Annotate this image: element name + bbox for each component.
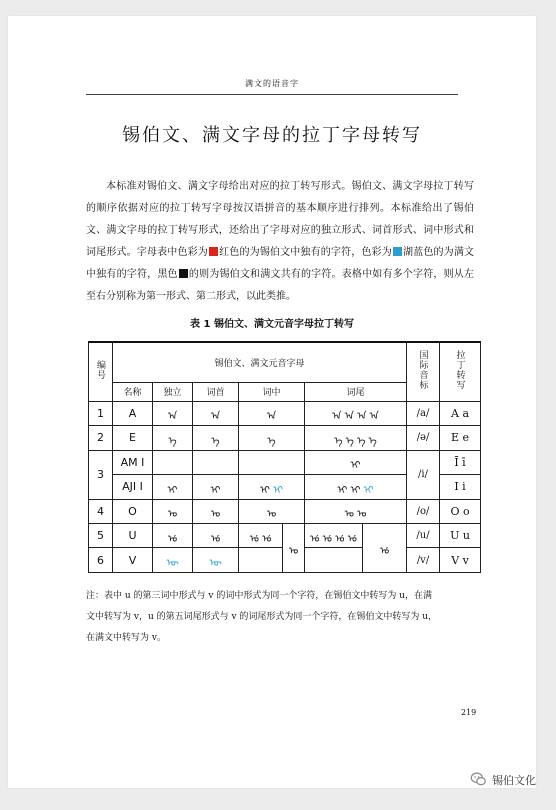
medial-form — [239, 475, 305, 499]
intro-text-4: 的则为锡伯文和满文共有的字符。表格中如有多个字符，则从左至右分别称为第一形式、第二形式，以此类推。 — [86, 269, 475, 302]
wechat-icon — [470, 771, 487, 788]
vowel-name: U — [113, 523, 153, 547]
ipa-value: /i/ — [407, 450, 440, 499]
isolated-form: ᡝ — [153, 426, 193, 450]
latin-value: Ī ī — [440, 450, 481, 474]
intro-text-2: 红色的为锡伯文中独有的字符，色彩为 — [218, 247, 392, 258]
ipa-value: /a/ — [407, 401, 440, 425]
page-title: 锡伯文、满文字母的拉丁字母转写 — [122, 125, 422, 146]
final-forms: ᡳ — [305, 450, 407, 474]
final-forms — [305, 548, 363, 573]
header-medial: 词中 — [239, 383, 305, 401]
initial-form: ᡠ — [193, 523, 239, 547]
table-note — [86, 586, 474, 649]
vowel-name: AJI I — [113, 475, 153, 499]
header-isolated: 独立 — [153, 383, 193, 401]
header-ipa: 国际音标 — [407, 342, 440, 401]
latin-value: V v — [440, 548, 481, 573]
table-row — [89, 499, 481, 523]
isolated-form: ᠣ — [153, 499, 193, 523]
medial-form-manchu: ᡳ — [273, 484, 284, 496]
latin-value: U u — [440, 523, 481, 547]
isolated-form: ᡡ — [153, 548, 193, 573]
initial-form: ᠠ — [193, 401, 239, 425]
header-number: 编号 — [89, 342, 113, 401]
row-number: 5 — [89, 523, 113, 547]
table-caption: 表 1 锡伯文、满文元音字母拉丁转写 — [190, 319, 354, 330]
table-row — [89, 523, 481, 547]
note-line-3: 在满文中转写为 v。 — [86, 633, 166, 643]
table-row — [89, 401, 481, 425]
final-forms: ᡝ ᡝ ᡝ ᡝ — [305, 426, 407, 450]
ipa-value: /v/ — [407, 548, 440, 573]
blue-swatch — [393, 247, 402, 256]
note-line-1: 注：表中 u 的第三词中形式与 v 的词中形式为同一个字符，在锡伯文中转写为 u，在满 — [86, 591, 432, 601]
isolated-form: ᡳ — [153, 475, 193, 499]
note-line-2: 文中转写为 v，u 的第五词尾形式与 v 的词尾形式为同一个字符，在锡伯文中转写为 u， — [86, 612, 438, 622]
header-latin: 拉丁转写 — [440, 342, 481, 401]
latin-value: A a — [440, 401, 481, 425]
shared-final-form: ᡠ — [363, 523, 407, 572]
ipa-value: /o/ — [407, 499, 440, 523]
final-form-manchu: ᡳ — [363, 484, 374, 496]
black-swatch — [179, 269, 188, 278]
vowel-name: AM I — [113, 450, 153, 474]
final-forms: ᠠ ᠠ ᠠ ᠠ — [305, 401, 407, 425]
header-name: 名称 — [113, 383, 153, 401]
vowel-name: V — [113, 548, 153, 573]
page-number: 219 — [461, 708, 477, 717]
table-row — [89, 426, 481, 450]
ipa-value: /u/ — [407, 523, 440, 547]
initial-form: ᡝ — [193, 426, 239, 450]
medial-form — [239, 450, 305, 474]
initial-form: ᠣ — [193, 499, 239, 523]
vowel-name: A — [113, 401, 153, 425]
header-rule — [86, 94, 458, 95]
header-initial: 词首 — [193, 383, 239, 401]
initial-form: ᡡ — [193, 548, 239, 573]
final-forms-shared: ᡳ ᡳ — [337, 484, 361, 496]
final-forms — [305, 475, 407, 499]
intro-text-3: 湖蓝色的为满文中独有的字符，黑色 — [86, 247, 475, 280]
latin-value: I i — [440, 475, 481, 499]
medial-form: ᠠ — [239, 401, 305, 425]
row-number: 4 — [89, 499, 113, 523]
row-number: 1 — [89, 401, 113, 425]
isolated-form — [153, 450, 193, 474]
vowel-name: E — [113, 426, 153, 450]
vowel-table — [88, 341, 481, 573]
initial-form — [193, 450, 239, 474]
row-number: 3 — [89, 450, 113, 499]
header-group: 锡伯文、满文元音字母 — [113, 342, 407, 383]
table-row — [89, 450, 481, 474]
latin-value: E e — [440, 426, 481, 450]
watermark-text: 锡伯文化 — [492, 773, 536, 787]
watermark — [470, 771, 536, 788]
isolated-form: ᠠ — [153, 401, 193, 425]
medial-form: ᠣ — [239, 499, 305, 523]
medial-form: ᡠ ᡠ — [239, 523, 283, 547]
red-swatch — [209, 247, 218, 256]
isolated-form: ᡠ — [153, 523, 193, 547]
row-number: 2 — [89, 426, 113, 450]
initial-form: ᡳ — [193, 475, 239, 499]
latin-value: O o — [440, 499, 481, 523]
final-forms: ᠣ ᠣ — [305, 499, 407, 523]
shared-medial-form: ᠣ — [283, 523, 305, 572]
intro-paragraph — [86, 176, 474, 308]
intro-text-1: 本标准对锡伯文、满文字母给出对应的拉丁转写形式。锡伯文、满文字母拉丁转写的顺序依据对应的拉丁转写字母按汉语拼音的基本顺序进行排列。本标准给出了锡伯文、满文字母的拉丁转写形式，还给出了字母对应的独立形式、词首形式、词中形式和词尾形式。字母表中色彩为 — [86, 181, 474, 258]
document-page — [8, 16, 536, 788]
running-header: 满文的语音字 — [245, 79, 299, 88]
vowel-name: O — [113, 499, 153, 523]
medial-form-shared: ᡳ — [259, 484, 270, 496]
header-final: 词尾 — [305, 383, 407, 401]
final-forms: ᡠ ᡠ ᡠ ᡠ — [305, 523, 363, 547]
medial-form — [239, 548, 283, 573]
row-number: 6 — [89, 548, 113, 573]
ipa-value: /ə/ — [407, 426, 440, 450]
medial-form: ᡝ — [239, 426, 305, 450]
